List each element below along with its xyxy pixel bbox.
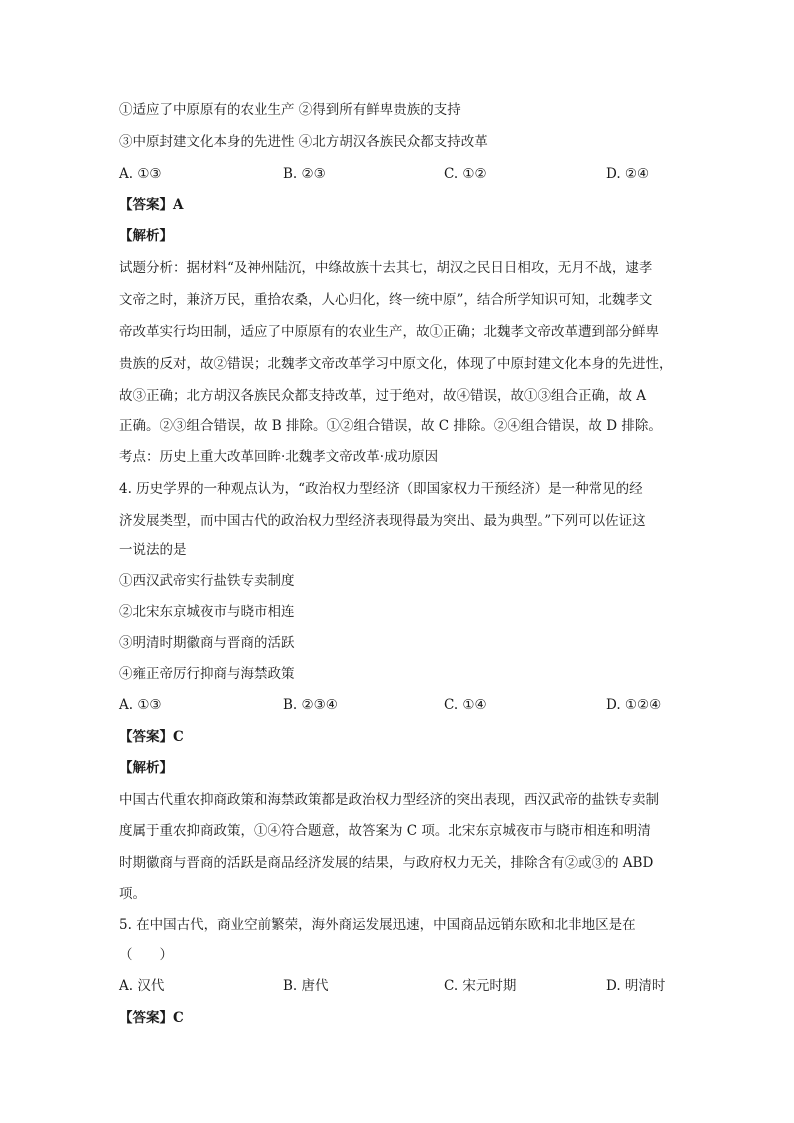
q3-option-c: C. ①② xyxy=(444,166,487,182)
q4-option-a: A. ①③ xyxy=(119,697,162,713)
q4-statement: ④雍正帝厉行抑商与海禁政策 xyxy=(119,666,295,682)
q4-analysis-line: 中国古代重农抑商政策和海禁政策都是政治权力型经济的突出表现，西汉武帝的盐铁专卖制 xyxy=(119,792,659,808)
q5-option-c: C. 宋元时期 xyxy=(444,978,517,994)
q3-analysis-line: 正确。②③组合错误，故 B 排除。①②组合错误，故 C 排除。②④组合错误，故 D 排除。 xyxy=(119,418,662,434)
q3-analysis-line: 帝改革实行均田制，适应了中原原有的农业生产，故①正确；北魏孝文帝改革遭到部分鲜卑 xyxy=(119,324,659,340)
q5-option-a: A. 汉代 xyxy=(119,978,165,994)
q4-analysis-line: 项。 xyxy=(119,886,146,902)
q3-analysis-line: 故③正确；北方胡汉各族民众都支持改革，过于绝对，故④错误，故①③组合正确，故 A xyxy=(119,388,647,404)
q3-option-a: A. ①③ xyxy=(119,166,162,182)
q5-stem-line: 5. 在中国古代，商业空前繁荣，海外商运发展迅速，中国商品远销东欧和北非地区是在 xyxy=(119,917,636,933)
q3-answer: 【答案】A xyxy=(119,197,184,213)
q3-analysis-title: 【解析】 xyxy=(119,228,173,244)
q3-analysis-line: 贵族的反对，故②错误；北魏孝文帝改革学习中原文化，体现了中原封建文化本身的先进性， xyxy=(119,356,673,372)
q5-option-b: B. 唐代 xyxy=(283,978,329,994)
q3-statement-line-2: ③中原封建文化本身的先进性 ④北方胡汉各族民众都支持改革 xyxy=(119,134,488,150)
q3-analysis-line: 文帝之时，兼济万民，重拾农桑，人心归化，终一统中原”，结合所学知识可知，北魏孝文 xyxy=(119,292,653,308)
q4-option-c: C. ①④ xyxy=(444,697,487,713)
q5-answer: 【答案】C xyxy=(119,1010,184,1026)
q5-stem-blank: （ ） xyxy=(119,947,173,963)
q4-statement: ②北宋东京城夜市与晓市相连 xyxy=(119,604,295,620)
q3-statement-line-1: ①适应了中原原有的农业生产 ②得到所有鲜卑贵族的支持 xyxy=(119,102,461,118)
q4-analysis-title: 【解析】 xyxy=(119,760,173,776)
q4-analysis-line: 度属于重农抑商政策，①④符合题意，故答案为 C 项。北宋东京城夜市与晓市相连和明清 xyxy=(119,823,651,839)
q4-option-b: B. ②③④ xyxy=(283,697,338,713)
q4-answer: 【答案】C xyxy=(119,729,184,745)
q3-option-d: D. ②④ xyxy=(606,166,650,182)
q3-analysis-line: 试题分析：据材料“及神州陆沉，中绦故族十去其七，胡汉之民日日相攻，无月不战，逮孝 xyxy=(119,260,653,276)
q3-option-b: B. ②③ xyxy=(283,166,326,182)
q4-statement: ①西汉武帝实行盐铁专卖制度 xyxy=(119,573,295,589)
q4-statement: ③明清时期徽商与晋商的活跃 xyxy=(119,635,295,651)
q5-option-d: D. 明清时 xyxy=(606,978,666,994)
q4-stem-line: 一说法的是 xyxy=(119,542,187,558)
q4-option-d: D. ①②④ xyxy=(606,697,662,713)
q4-stem-line: 4. 历史学界的一种观点认为，“政治权力型经济（即国家权力干预经济）是一种常见的经 xyxy=(119,481,643,497)
q4-stem-line: 济发展类型，而中国古代的政治权力型经济表现得最为突出、最为典型。”下列可以佐证这 xyxy=(119,513,646,529)
q3-examination-point: 考点：历史上重大改革回眸·北魏孝文帝改革·成功原因 xyxy=(119,449,439,465)
q4-analysis-line: 时期徽商与晋商的活跃是商品经济发展的结果，与政府权力无关，排除含有②或③的 ABD xyxy=(119,855,654,871)
